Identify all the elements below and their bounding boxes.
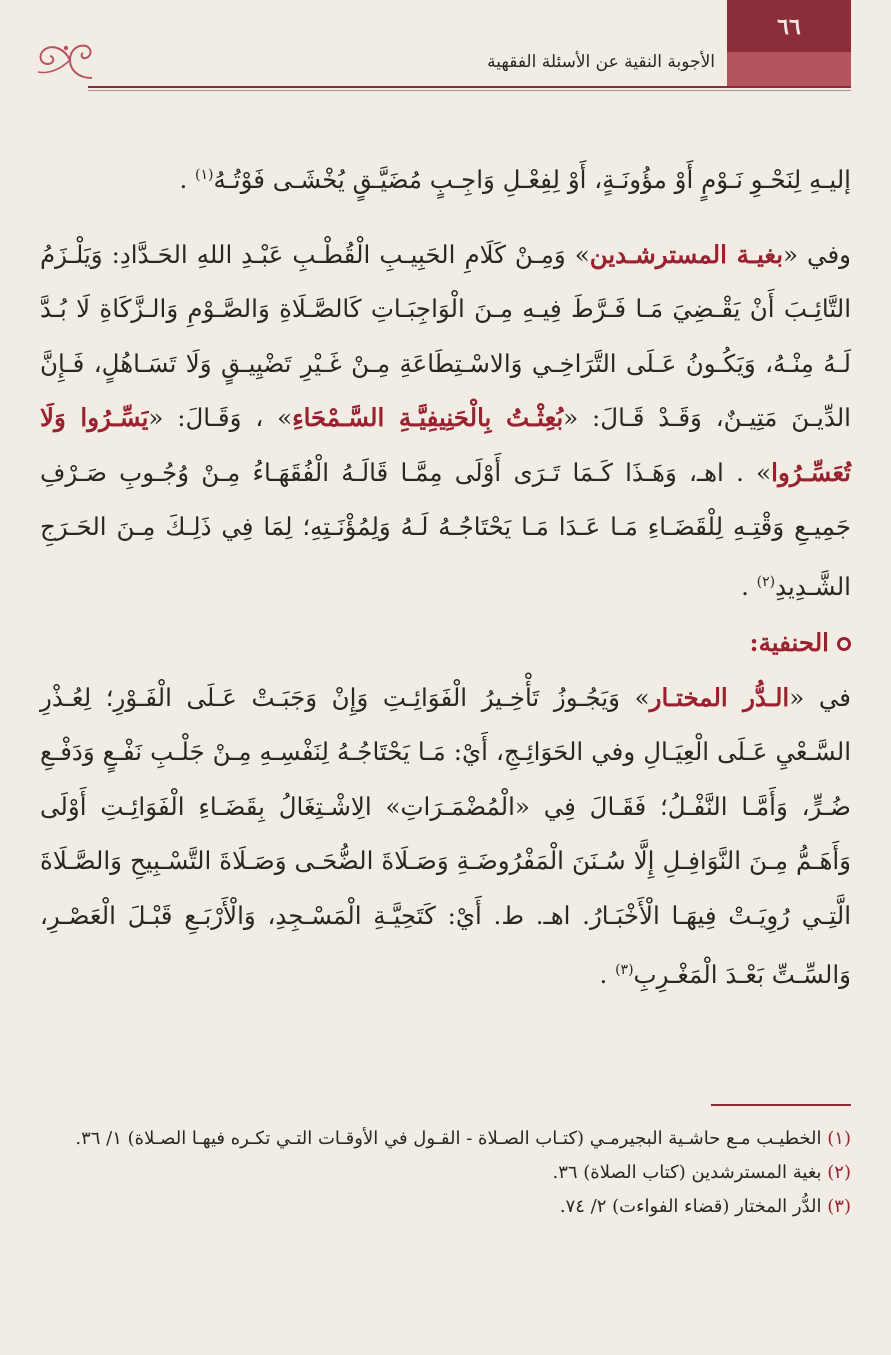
paragraph-2-body: » وَمِـنْ كَلَامِ الحَبِيـبِ الْقُطْـبِ عَبْـدِ اللهِ الحَـدَّادِ: وَيَلْـزَمُ التَّائِـبَ أَنْ يَقْـضِيَ مَـا فَـرَّطَ فِيـهِ مِـنَ الْوَاجِبَـاتِ كَالصَّـلَاةِ وَالصَّـوْمِ وَالـزَّكَاةِ لَا بُـدَّ لَـهُ مِنْـهُ، وَيَكُـونُ عَـلَى التَّرَاخِـي وَالاسْـتِطَاعَةِ مِـنْ غَـيْرِ تَضْيِيـقٍ وَلَا تَسَـاهُلٍ، فَـإِنَّ الدِّيـنَ مَتِيـنٌ، وَقَـدْ قَـالَ: « [40,239,851,433]
paragraph-1 [40,148,851,208]
header-rule-thin [88,90,851,91]
paragraph-2-pre: وفي « [783,239,851,269]
paragraph-3-pre: في « [789,682,851,712]
hadith-quote-1: بُعِثْـتُ بِالْحَنِيفِيَّـةِ السَّـمْحَاءِ [292,403,564,433]
floral-ornament-icon [30,34,100,90]
footnote-ref-2: (٢) [756,573,776,590]
section-heading [40,616,851,671]
footnote-1 [40,1122,851,1156]
hadith-quote-2: يَسِّـرُوا وَلَا تُعَسِّـرُوا [40,403,851,487]
paragraph-3 [40,671,851,1003]
paragraph-2-tail: » . اهـ، وَهَـذَا كَـمَا تَـرَى أَوْلَى مِمَّـا قَالَـهُ الْفُقَهَـاءُ مِـنْ وُجُـوبِ صَـرْفِ جَمِيـعِ وَقْتِـهِ لِلْقَضَـاءِ مَـا عَـدَا مَـا يَحْتَاجُـهُ لَـهُ وَلِمُؤْنَـتِهِ؛ لِمَا فِي ذَلِـكَ مِـنَ الحَـرَجِ الشَّـدِيدِ [40,457,851,601]
cited-book-title-2: الـدُّر المختـار [649,682,790,712]
paragraph-3-end: . [599,960,616,990]
footnote-ref-3: (٣) [615,962,634,979]
footnotes [40,1122,851,1224]
page-number-tab [727,0,851,86]
paragraph-1-text: إليـهِ لِنَحْـوِ نَـوْمٍ أَوْ مؤُونَـةٍ، أَوْ لِفِعْـلِ وَاجِـبٍ مُضَيَّـقٍ يُخْشَـى فَوْتُـهُ [213,165,851,195]
paragraph-1-end: . [179,165,196,195]
paragraph-2-mid: » ، وَقَـالَ: « [148,403,293,433]
page-number-band [727,52,851,86]
footnote-1-number: (١) [827,1128,851,1149]
footnote-1-text: الخطيـب مـع حاشـية البجيرمـي (كتـاب الصـلاة - القـول في الأوقـات التـي تكـره فيهـا الصـلاة) ١/ ٣٦. [75,1128,822,1149]
page-number: ٦٦ [777,14,801,40]
footnote-ref-1: (١) [195,167,214,183]
main-text [40,148,851,1003]
header-rule [88,86,851,88]
paragraph-3-body: » وَيَجُـوزُ تَأْخِـيرُ الْفَوَائِـتِ وَإِنْ وَجَبَـتْ عَـلَى الْفَـوْرِ؛ لِعُـذْرِ السَّـعْيِ عَـلَى الْعِيَـالِ وفي الحَوَائِـجِ، أَيْ: مَـا يَحْتَاجُـهُ لِنَفْسِـهِ مِـنْ جَلْـبِ نَفْـعٍ وَدَفْـعِ ضُـرٍّ، وَأَمَّـا النَّفْـلُ؛ فَقَـالَ فِي «الْمُضْمَـرَاتِ» الِاشْـتِغَالُ بِقَضَـاءِ الْفَوَائِـتِ أَوْلَى وَأَهَـمُّ مِـنَ النَّوَافِـلِ إِلَّا سُـنَنَ الْمَفْرُوضَـةِ وَصَـلَاةَ الضُّحَـى وَصَـلَاةَ التَّسْـبِيحِ وَالصَّـلَاةَ الَّتِـي رُوِيَـتْ فِيهَـا الْأَخْبَـارُ. اهـ. ط. أَيْ: كَتَحِيَّـةِ الْمَسْـجِدِ، وَالْأَرْبَـعِ قَبْـلَ الْعَصْـرِ، وَالسِّـتِّ بَعْـدَ الْمَغْـرِبِ [40,682,851,990]
cited-book-title: بغيـة المسترشـدين [589,239,784,269]
footnote-2-number: (٢) [827,1162,851,1183]
footnote-2-text: بغية المسترشدين (كتاب الصلاة) ٣٦. [552,1162,822,1183]
ring-bullet-icon [837,637,851,651]
paragraph-2 [40,228,851,615]
footnote-2 [40,1156,851,1190]
paragraph-2-end: . [741,571,757,601]
footnote-3-text: الدُّر المختار (قضاء الفواءت) ٢/ ٧٤. [559,1196,822,1217]
footnote-rule [711,1104,851,1106]
section-heading-text: الحنفية: [749,628,829,658]
running-title: الأجوبة النقية عن الأسئلة الفقهية [487,52,715,72]
footnote-3-number: (٣) [827,1196,851,1217]
footnote-3 [40,1190,851,1224]
